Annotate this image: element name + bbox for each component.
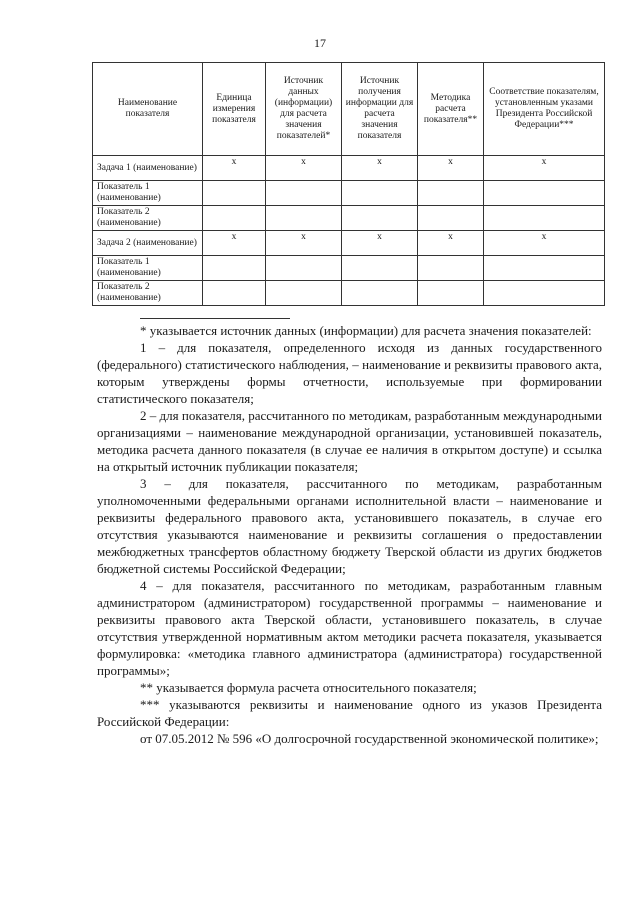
- header-unit: Единица измерения показателя: [203, 63, 266, 156]
- table-cell: [203, 256, 266, 281]
- table-cell: x: [342, 231, 418, 256]
- row-name: Задача 2 (наименование): [93, 231, 203, 256]
- footnote-source-intro: * указывается источник данных (информации) для расчета значения показателей:: [140, 323, 592, 338]
- table-cell: [342, 256, 418, 281]
- table-row: [93, 256, 605, 281]
- table-cell: [418, 181, 484, 206]
- table-cell: [418, 206, 484, 231]
- table-cell: [484, 256, 605, 281]
- page-number: 17: [314, 36, 326, 50]
- footnote-divider: [140, 318, 290, 319]
- footnote-item-4: 4 – для показателя, рассчитанного по методикам, разработанным главным администратором (администратором) государственной программы – наименование и реквизиты правового акта Тверской области, установившего показатель, в случае отсутствия утвержденной нормативным актом методики расчета показателя, указывается формулировка: «методика главного администратора (администратора) государственной программы»;: [97, 578, 602, 678]
- table-row: [93, 206, 605, 231]
- table-cell: [484, 281, 605, 306]
- header-method: Методика расчета показателя**: [418, 63, 484, 156]
- row-name: Задача 1 (наименование): [93, 156, 203, 181]
- footnote-item-3: 3 – для показателя, рассчитанного по методикам, разработанным уполномоченными федеральными органами исполнительной власти – наименование и реквизиты федерального правового акта, установившего показатель, в случае его отсутствия указываются наименование и реквизиты соглашения о предоставлении межбюджетных трансфертов областному бюджету Тверской области из других бюджетов бюджетной системы Российской Федерации;: [97, 476, 602, 576]
- table-cell: x: [266, 231, 342, 256]
- table-cell: [484, 181, 605, 206]
- table-cell: x: [203, 231, 266, 256]
- row-name: Показатель 2 (наименование): [93, 206, 203, 231]
- table-cell: x: [418, 231, 484, 256]
- table-cell: x: [418, 156, 484, 181]
- header-decree-match: Соответствие показателям, установленным указами Президента Российской Федерации***: [484, 63, 605, 156]
- table-row: [93, 281, 605, 306]
- table-cell: [418, 256, 484, 281]
- table-cell: [203, 181, 266, 206]
- table-cell: [203, 206, 266, 231]
- table-row: [93, 231, 605, 256]
- footnote-decrees: *** указываются реквизиты и наименование одного из указов Президента Российской Федерации:: [97, 697, 602, 729]
- table-row: [93, 156, 605, 181]
- table-cell: [484, 206, 605, 231]
- footnotes-block: [97, 318, 602, 747]
- indicators-table: [92, 62, 605, 306]
- table-cell: x: [203, 156, 266, 181]
- table-header-row: [93, 63, 605, 156]
- table-row: [93, 181, 605, 206]
- row-name: Показатель 1 (наименование): [93, 256, 203, 281]
- table-cell: x: [342, 156, 418, 181]
- table-cell: [266, 256, 342, 281]
- table-cell: [266, 206, 342, 231]
- table-cell: [342, 181, 418, 206]
- table-cell: [342, 206, 418, 231]
- footnote-formula: ** указывается формула расчета относительного показателя;: [140, 680, 477, 695]
- table-cell: [418, 281, 484, 306]
- table-cell: [203, 281, 266, 306]
- table-cell: [266, 281, 342, 306]
- table-cell: x: [266, 156, 342, 181]
- table-cell: [266, 181, 342, 206]
- row-name: Показатель 1 (наименование): [93, 181, 203, 206]
- table-cell: [342, 281, 418, 306]
- table-cell: x: [484, 231, 605, 256]
- table-cell: x: [484, 156, 605, 181]
- header-info-source: Источник получения информации для расчета значения показателя: [342, 63, 418, 156]
- footnote-decree-596: от 07.05.2012 № 596 «О долгосрочной государственной экономической политике»;: [140, 731, 599, 746]
- header-data-source: Источник данных (информации) для расчета значения показателей*: [266, 63, 342, 156]
- footnote-item-1: 1 – для показателя, определенного исходя из данных государственного (федерального) статистического наблюдения, – наименование и реквизиты правового акта, которым утверждены формы отчетности, используемые при формировании статистического показателя;: [97, 340, 602, 406]
- header-indicator-name: Наименование показателя: [93, 63, 203, 156]
- row-name: Показатель 2 (наименование): [93, 281, 203, 306]
- footnote-item-2: 2 – для показателя, рассчитанного по методикам, разработанным международными организациями – наименование международной организации, установившей показатель, методика расчета данного показателя (в случае ее наличия в открытом доступе) и ссылка на открытый источник публикации показателя;: [97, 408, 602, 474]
